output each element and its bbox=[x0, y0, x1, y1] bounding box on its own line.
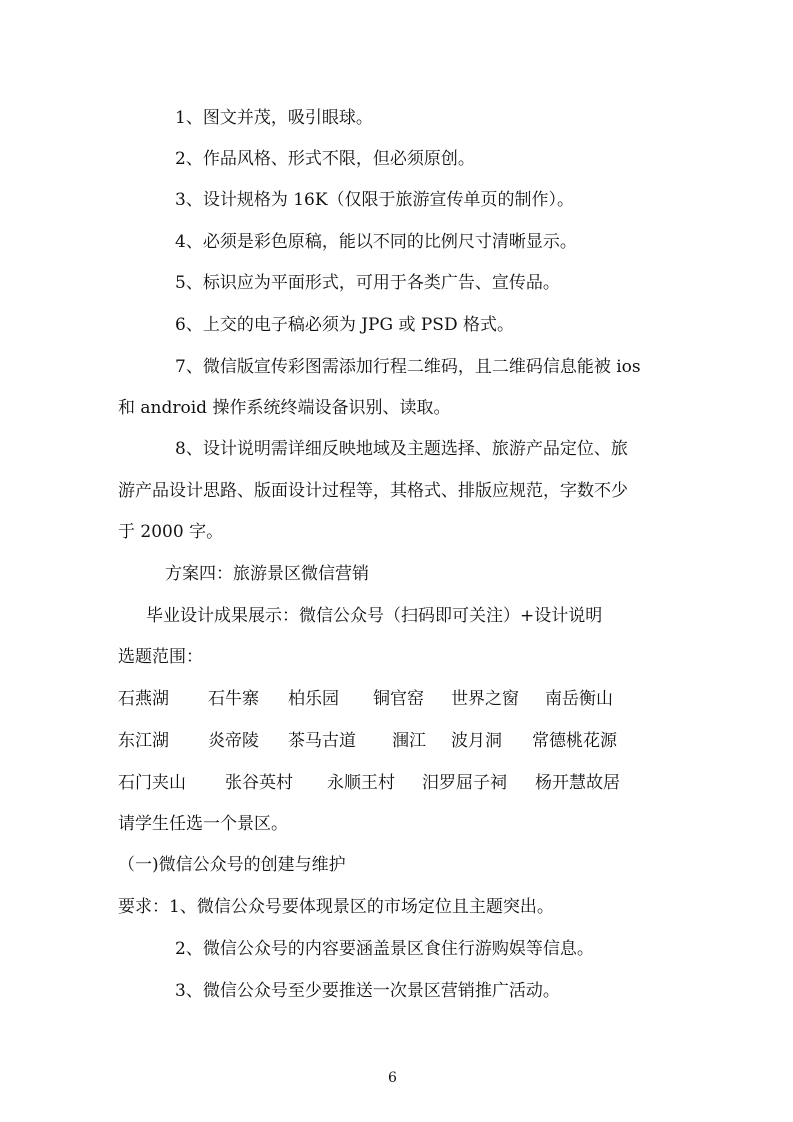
requirement-8-line1: 8、设计说明需详细反映地域及主题选择、旅游产品定位、旅 bbox=[175, 439, 628, 459]
scenic-spot: 汨罗屈子祠 bbox=[422, 773, 507, 793]
scenic-spot: 炎帝陵 bbox=[208, 731, 259, 751]
scenic-spot: 波月洞 bbox=[451, 731, 502, 751]
scenic-spot: 永顺王村 bbox=[327, 773, 395, 793]
page-number: 6 bbox=[388, 1070, 397, 1086]
requirement-7-line2: 和 android 操作系统终端设备识别、读取。 bbox=[118, 398, 451, 418]
scenic-spot: 石燕湖 bbox=[118, 689, 169, 709]
wechat-requirement-2: 2、微信公众号的内容要涵盖景区食住行游购娱等信息。 bbox=[175, 939, 594, 959]
requirement-3: 3、设计规格为 16K（仅限于旅游宣传单页的制作）。 bbox=[175, 190, 575, 210]
scenic-spot: 柏乐园 bbox=[288, 689, 339, 709]
scenic-spot: 世界之窗 bbox=[451, 689, 519, 709]
scenic-spot: 石门夹山 bbox=[118, 773, 186, 793]
plan4-title: 方案四：旅游景区微信营销 bbox=[165, 564, 369, 584]
scenic-spot: 铜官窑 bbox=[373, 689, 424, 709]
scope-label: 选题范围： bbox=[118, 647, 203, 667]
scenic-spot: 石牛寨 bbox=[208, 689, 259, 709]
requirement-7-line1: 7、微信版宣传彩图需添加行程二维码，且二维码信息能被 ios bbox=[175, 357, 641, 377]
scenic-spot: 南岳衡山 bbox=[545, 689, 613, 709]
plan4-result: 毕业设计成果展示：微信公众号（扫码即可关注）+设计说明 bbox=[146, 606, 603, 626]
requirement-5: 5、标识应为平面形式，可用于各类广告、宣传品。 bbox=[175, 273, 560, 293]
scenic-spot: 茶马古道 bbox=[288, 731, 356, 751]
instruction: 请学生任选一个景区。 bbox=[118, 814, 288, 834]
section1-title: （一)微信公众号的创建与维护 bbox=[118, 855, 346, 875]
wechat-requirement-3: 3、微信公众号至少要推送一次景区营销推广活动。 bbox=[175, 981, 560, 1001]
requirement-2: 2、作品风格、形式不限，但必须原创。 bbox=[175, 149, 475, 169]
requirement-4: 4、必须是彩色原稿，能以不同的比例尺寸清晰显示。 bbox=[175, 232, 577, 252]
scenic-spot: 涠江 bbox=[392, 731, 426, 751]
requirement-6: 6、上交的电子稿必须为 JPG 或 PSD 格式。 bbox=[175, 315, 514, 335]
scenic-spot: 常德桃花源 bbox=[532, 731, 617, 751]
requirement-1: 1、图文并茂，吸引眼球。 bbox=[175, 108, 373, 128]
requirement-8-line2: 游产品设计思路、版面设计过程等，其格式、排版应规范，字数不少 bbox=[118, 481, 628, 501]
scenic-spot: 东江湖 bbox=[118, 731, 169, 751]
wechat-requirement-1: 要求：1、微信公众号要体现景区的市场定位且主题突出。 bbox=[118, 897, 554, 917]
requirement-8-line3: 于 2000 字。 bbox=[118, 522, 224, 542]
scenic-spot: 杨开慧故居 bbox=[535, 773, 620, 793]
scenic-spot: 张谷英村 bbox=[225, 773, 293, 793]
